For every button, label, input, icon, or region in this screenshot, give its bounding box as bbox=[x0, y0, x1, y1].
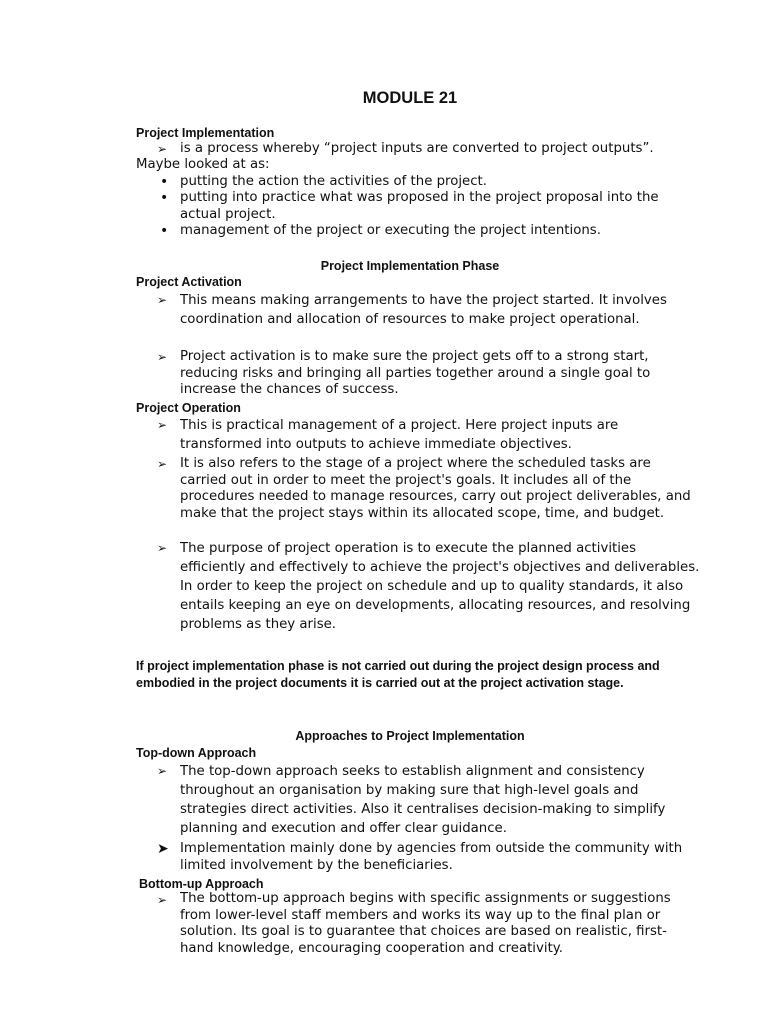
section-heading-project-implementation: Project Implementation bbox=[136, 126, 275, 140]
bullet-icon: • bbox=[160, 223, 169, 239]
operation-point: It is also refers to the stage of a project where the scheduled tasks are carried out in order to meet the project's goals. It includes all of the procedures needed to manage resources, carry out project deliverables, and make that the project stays within its allocated scope, time, and budget. bbox=[180, 456, 691, 521]
operation-point: This is practical management of a project. Here project inputs are transformed into outputs to achieve immediate objectives. bbox=[180, 418, 619, 452]
section-heading-implementation-phase: Project Implementation Phase bbox=[320, 259, 500, 273]
subheading-project-activation: Project Activation bbox=[136, 275, 242, 289]
top-down-point: Implementation mainly done by agencies from outside the community with limited involvement by the beneficiaries. bbox=[180, 841, 683, 873]
bullet-icon: • bbox=[160, 190, 169, 206]
activation-point: Project activation is to make sure the project gets off to a strong start, reducing risks and bringing all parties together around a single goal to increase the chances of success. bbox=[180, 349, 651, 398]
module-title: MODULE 21 bbox=[362, 89, 458, 107]
arrow-bullet-icon: ➢ bbox=[157, 142, 168, 156]
arrow-bullet-icon: ➢ bbox=[157, 293, 168, 307]
bullet-item: putting the action the activities of the project. bbox=[180, 174, 487, 189]
definition-text: is a process whereby “project inputs are converted to project outputs”. bbox=[180, 141, 654, 156]
subheading-bottom-up: Bottom-up Approach bbox=[139, 877, 264, 891]
arrow-bullet-icon: ➢ bbox=[157, 764, 168, 778]
bottom-up-point: The bottom-up approach begins with specific assignments or suggestions from lower-level staff members and works its way up to the final plan or solution. Its goal is to guarantee that choices are based on realistic, first-hand knowledge, encouraging cooperation and creativity. bbox=[180, 891, 671, 956]
bullet-icon: • bbox=[160, 174, 169, 190]
arrow-bullet-icon: ➢ bbox=[157, 541, 168, 555]
filled-arrow-bullet-icon: ➤ bbox=[157, 841, 169, 857]
section-heading-approaches: Approaches to Project Implementation bbox=[295, 729, 525, 743]
arrow-bullet-icon: ➢ bbox=[157, 418, 168, 432]
bold-note: If project implementation phase is not carried out during the project design process and embodied in the project documents it is carried out at the project activation stage. bbox=[136, 659, 660, 690]
subheading-project-operation: Project Operation bbox=[136, 401, 241, 415]
arrow-bullet-icon: ➢ bbox=[157, 457, 168, 471]
top-down-point: The top-down approach seeks to establish alignment and consistency throughout an organisation by making sure that high-level goals and strategies direct activities. Also it centralises decision-making to simplify planning and execution and offer clear guidance. bbox=[180, 764, 666, 836]
activation-point: This means making arrangements to have the project started. It involves coordination and allocation of resources to make project operational. bbox=[180, 293, 667, 327]
arrow-bullet-icon: ➢ bbox=[157, 350, 168, 364]
bullet-item: putting into practice what was proposed in the project proposal into the actual project. bbox=[180, 190, 659, 222]
bullet-item: management of the project or executing the project intentions. bbox=[180, 223, 601, 238]
subheading-top-down: Top-down Approach bbox=[136, 746, 257, 760]
operation-point: The purpose of project operation is to execute the planned activities efficiently and effectively to achieve the project's objectives and deliverables. In order to keep the project on schedule and up to quality standards, it also entails keeping an eye on developments, allocating resources, and resolving problems as they arise. bbox=[180, 541, 700, 632]
arrow-bullet-icon: ➢ bbox=[157, 893, 168, 907]
lead-in-text: Maybe looked at as: bbox=[136, 157, 270, 172]
